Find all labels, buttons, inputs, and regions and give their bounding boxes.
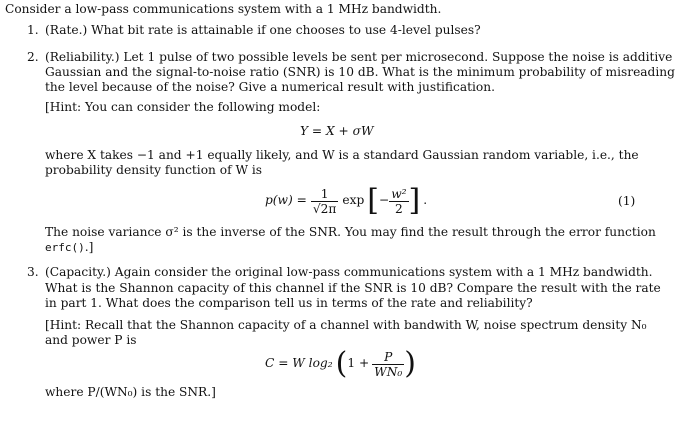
- item-3-line-1: (Capacity.) Again consider the original low-pass communications system with a 1 MHz bandwidth.: [45, 265, 653, 279]
- noise-line-tail: .]: [84, 240, 94, 254]
- pdf-lhs: p(w) =: [265, 193, 307, 208]
- item-1-number: 1.: [27, 23, 39, 37]
- item-3-number: 3.: [27, 265, 39, 279]
- item-2-number: 2.: [27, 50, 39, 64]
- item-3-line-2: What is the Shannon capacity of this channel if the SNR is 10 dB? Compare the result with the rate: [45, 281, 661, 295]
- item-2-hint: [Hint: You can consider the following model:: [45, 100, 321, 114]
- capacity-numerator: P: [372, 350, 404, 365]
- pdf-exp: exp: [342, 193, 365, 208]
- pdf-minus: −: [378, 193, 390, 208]
- capacity-denominator: WN₀: [374, 364, 403, 379]
- pdf-inner-numerator: w²: [391, 186, 407, 201]
- right-bracket: ]: [408, 183, 421, 218]
- item-2-noise-line-1: The noise variance σ² is the inverse of the SNR. You may find the result through the error function: [45, 225, 656, 239]
- capacity-fraction: [372, 350, 404, 379]
- model-equation: Y = X + σW: [300, 124, 374, 138]
- erfc-code: erfc(): [45, 241, 85, 254]
- pdf-fraction: [311, 187, 339, 216]
- item-1-text: (Rate.) What bit rate is attainable if one chooses to use 4-level pulses?: [45, 23, 481, 37]
- intro-text: Consider a low-pass communications system with a 1 MHz bandwidth.: [5, 2, 442, 16]
- left-bracket: [: [367, 183, 379, 218]
- item-2-line-2: Gaussian and the signal-to-noise ratio (SNR) is 10 dB. What is the minimum probability of misreading: [45, 65, 675, 79]
- capacity-right-paren: ): [404, 346, 416, 381]
- item-3-hint-1: [Hint: Recall that the Shannon capacity of a channel with bandwith W, noise spectrum density N₀: [45, 318, 647, 332]
- item-2-line-3: the level because of the noise? Give a numerical result with justification.: [45, 80, 495, 94]
- pdf-denominator: √2π: [312, 201, 337, 216]
- item-2-where-2: probability density function of W is: [45, 163, 263, 177]
- pdf-equation: [265, 183, 427, 219]
- item-2-line-1: (Reliability.) Let 1 pulse of two possible levels be sent per microsecond. Suppose the noise is additive: [45, 50, 673, 64]
- pdf-period: .: [423, 193, 428, 208]
- capacity-one-plus: 1 +: [347, 356, 370, 371]
- item-2-noise-line-2: [45, 240, 93, 256]
- pdf-inner-denominator: 2: [394, 201, 403, 216]
- item-3-line-3: in part 1. What does the comparison tell us in terms of the rate and reliability?: [45, 296, 533, 310]
- item-3-hint-2: and power P is: [45, 333, 137, 347]
- item-3-where: where P/(WN₀) is the SNR.]: [45, 385, 216, 399]
- capacity-lhs: C = W log₂: [265, 356, 333, 371]
- capacity-equation: [265, 346, 416, 382]
- item-2-where-1: where X takes −1 and +1 equally likely, and W is a standard Gaussian random variable, i.e., the: [45, 148, 639, 162]
- pdf-inner-fraction: [389, 187, 408, 216]
- equation-number: (1): [618, 194, 636, 208]
- capacity-left-paren: (: [335, 346, 348, 381]
- pdf-numerator: 1: [311, 187, 339, 202]
